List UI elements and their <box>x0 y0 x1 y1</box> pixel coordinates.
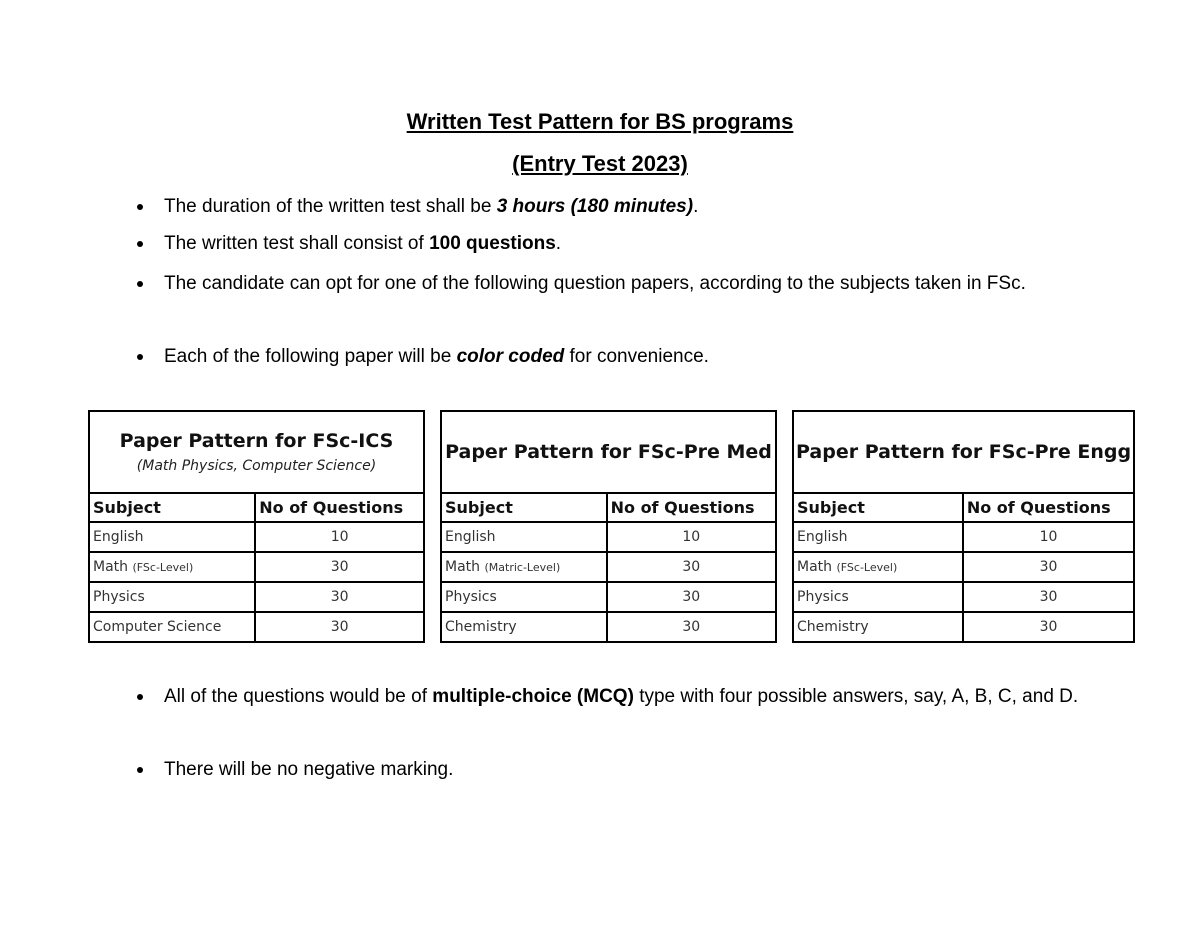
column-header-questions: No of Questions <box>255 493 424 522</box>
table-row <box>89 552 424 582</box>
table-title: Paper Pattern for FSc-ICS <box>119 430 394 452</box>
subject-cell: Math (Matric-Level) <box>441 552 607 582</box>
paper-pattern-table-ics <box>88 410 425 643</box>
table-title-cell <box>441 411 776 493</box>
subject-cell: English <box>89 522 255 552</box>
bullet-dot-icon <box>137 241 143 247</box>
table-row <box>441 522 776 552</box>
paper-pattern-table-pre-med <box>440 410 777 643</box>
count-cell: 30 <box>607 612 776 642</box>
column-header-questions: No of Questions <box>963 493 1134 522</box>
count-cell: 30 <box>255 582 424 612</box>
table-row <box>441 582 776 612</box>
count-cell: 10 <box>255 522 424 552</box>
table-title-cell <box>89 411 424 493</box>
count-cell: 30 <box>963 612 1134 642</box>
bullet-text: The written test shall consist of 100 questions. <box>164 233 562 254</box>
bullet-text: All of the questions would be of multiple-choice (MCQ) type with four possible answers, say, A, B, C, and D. <box>164 686 1079 707</box>
count-cell: 10 <box>963 522 1134 552</box>
table-title-cell <box>793 411 1134 493</box>
subject-cell: Physics <box>441 582 607 612</box>
subject-cell: Chemistry <box>793 612 963 642</box>
count-cell: 30 <box>963 552 1134 582</box>
subject-cell: Math (FSc-Level) <box>89 552 255 582</box>
table-row <box>441 612 776 642</box>
subject-cell: English <box>441 522 607 552</box>
subject-cell: Computer Science <box>89 612 255 642</box>
table-row <box>793 612 1134 642</box>
bullet-dot-icon <box>137 694 143 700</box>
table-row <box>89 582 424 612</box>
bullet-text: The duration of the written test shall be 3 hours (180 minutes). <box>164 196 699 217</box>
count-cell: 30 <box>255 552 424 582</box>
count-cell: 30 <box>607 582 776 612</box>
subject-cell: Chemistry <box>441 612 607 642</box>
count-cell: 30 <box>255 612 424 642</box>
table-row <box>89 612 424 642</box>
subject-cell: Math (FSc-Level) <box>793 552 963 582</box>
table-row <box>793 522 1134 552</box>
bullet-text: Each of the following paper will be color coded for convenience. <box>164 346 709 367</box>
table-row <box>441 552 776 582</box>
column-header-subject: Subject <box>441 493 607 522</box>
count-cell: 30 <box>607 552 776 582</box>
count-cell: 10 <box>607 522 776 552</box>
bullet-dot-icon <box>137 204 143 210</box>
bullet-text: There will be no negative marking. <box>164 759 454 780</box>
page-subtitle: (Entry Test 2023) <box>512 151 688 176</box>
table-title: Paper Pattern for FSc-Pre Med <box>445 441 772 463</box>
table-subtitle: (Math Physics, Computer Science) <box>136 458 377 474</box>
table-row <box>793 582 1134 612</box>
bullet-text: The candidate can opt for one of the following question papers, according to the subjects taken in FSc. <box>164 273 1026 294</box>
bullet-dot-icon <box>137 281 143 287</box>
subject-cell: Physics <box>793 582 963 612</box>
subject-cell: Physics <box>89 582 255 612</box>
paper-pattern-table-pre-engg <box>792 410 1135 643</box>
column-header-questions: No of Questions <box>607 493 776 522</box>
table-title: Paper Pattern for FSc-Pre Engg <box>796 441 1132 463</box>
table-row <box>89 522 424 552</box>
count-cell: 30 <box>963 582 1134 612</box>
subject-cell: English <box>793 522 963 552</box>
column-header-subject: Subject <box>793 493 963 522</box>
column-header-subject: Subject <box>89 493 255 522</box>
page-title: Written Test Pattern for BS programs <box>406 109 794 134</box>
table-row <box>793 552 1134 582</box>
bullet-dot-icon <box>137 354 143 360</box>
bullet-dot-icon <box>137 767 143 773</box>
